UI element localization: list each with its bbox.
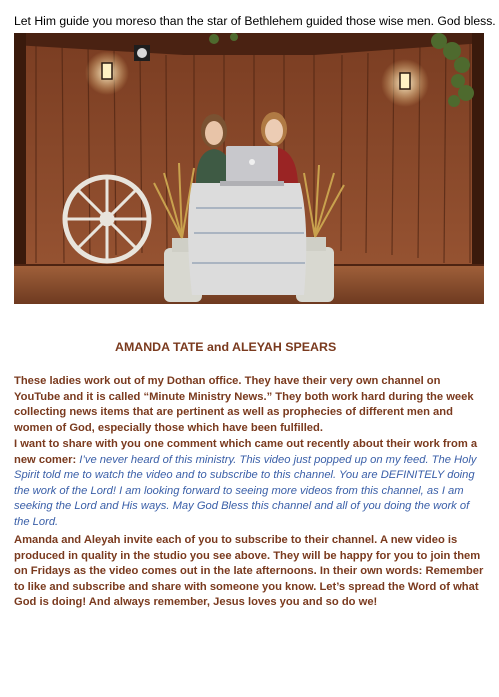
studio-photo-drawing [14, 33, 484, 304]
studio-photo [14, 33, 484, 304]
paragraph-office: These ladies work out of my Dothan office. They have their very own channel on YouTube and it is called “Minute Ministry News.” They both work hard during the week collecting news items that are pertinent as well as prophecies of different men and women of God, especially those which have been fulfilled. [14, 375, 474, 434]
intro-text: Let Him guide you moreso than the star of Bethlehem guided those wise men. God bless. [14, 14, 496, 28]
comment-quote: I’ve never heard of this ministry. This video just popped up on my feed. The Holy Spirit told me to watch the video and to subscribe to this channel. You are DEFINITELY doing the work of the Lord! I am looking forward to seeing more videos from this channel, as I am seeking the Lord and His ways. May God Bless this channel and all of you doing the work of the Lord. [14, 453, 477, 528]
paragraph-invite: Amanda and Aleyah invite each of you to subscribe to their channel. A new video is produced in quality in the studio you see above. They will be happy for you to join them on Fridays as the video comes out in the late afternoons. In their own words: Remember to like and subscribe and share with someone you know. Let’s spread the Word of what God is doing! And always remember, Jesus loves you and so do we! [14, 534, 484, 609]
names-heading: AMANDA TATE and ALEYAH SPEARS [115, 340, 337, 354]
comment-intro: I want to share with you one comment which came out recently about their work from a new comer: [14, 438, 478, 466]
paragraph-comment [14, 437, 484, 531]
